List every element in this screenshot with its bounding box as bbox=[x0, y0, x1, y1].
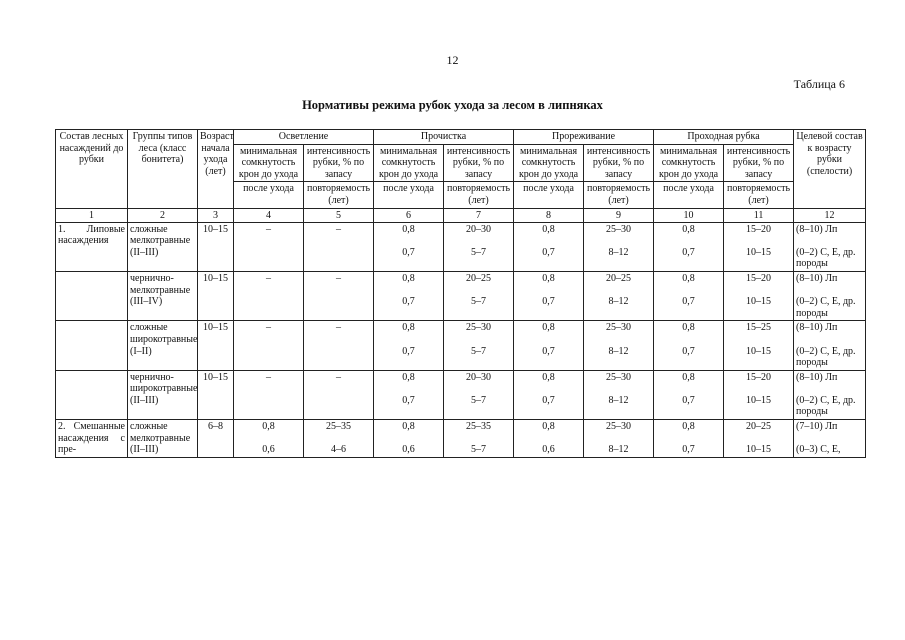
cell-prorezhivanie-intensity bbox=[584, 271, 654, 320]
header-after-care: после ухода bbox=[234, 182, 304, 208]
column-number: 1 bbox=[56, 208, 128, 222]
header-repeat: повторяемость (лет) bbox=[444, 182, 514, 208]
header-after-care: после ухода bbox=[514, 182, 584, 208]
cell-prochistka-density-value: 0,8 bbox=[402, 371, 415, 383]
cell-forest-type bbox=[128, 271, 198, 320]
cell-osvetlenie-intensity bbox=[304, 370, 374, 419]
cell-prochistka-density bbox=[374, 370, 444, 419]
cell-target-value: (8–10) Лп bbox=[796, 223, 838, 235]
cell-prorezhivanie-density-value: 0,8 bbox=[542, 322, 555, 334]
header-intensity: интенсивность рубки, % по запасу bbox=[304, 144, 374, 182]
cell-prorezhivanie-intensity bbox=[584, 420, 654, 458]
cell-prorezhivanie-density-after-value: 0,7 bbox=[542, 345, 555, 357]
table-title: Нормативы режима рубок ухода за лесом в липняках bbox=[302, 98, 603, 112]
cell-target-value: (7–10) Лп bbox=[796, 421, 838, 433]
column-number: 5 bbox=[304, 208, 374, 222]
header-repeat: повторяемость (лет) bbox=[584, 182, 654, 208]
cell-age-value: 10–15 bbox=[203, 223, 228, 235]
cell-prokhodnaya-density-after-value: 0,7 bbox=[682, 246, 695, 258]
cell-osvetlenie-density-value: – bbox=[266, 223, 271, 235]
header-repeat: повторяемость (лет) bbox=[304, 182, 374, 208]
cell-forest-type bbox=[128, 222, 198, 271]
cell-prochistka-density bbox=[374, 222, 444, 271]
cell-prokhodnaya-intensity bbox=[724, 222, 794, 271]
cell-forest-type-value: сложные широкотравные (I–II) bbox=[130, 322, 198, 357]
column-number: 4 bbox=[234, 208, 304, 222]
cell-prochistka-density-after-value: 0,6 bbox=[402, 444, 415, 456]
cell-prorezhivanie-intensity-value: 25–30 bbox=[606, 223, 632, 235]
cell-forest-type bbox=[128, 370, 198, 419]
cell-prochistka-intensity-value: 20–30 bbox=[466, 223, 492, 235]
cell-prorezhivanie-intensity-after-value: 8–12 bbox=[608, 246, 629, 258]
cell-prokhodnaya-intensity-after-value: 10–15 bbox=[746, 444, 772, 456]
cell-prochistka-density-value: 0,8 bbox=[402, 272, 415, 284]
header-intensity: интенсивность рубки, % по запасу bbox=[444, 144, 514, 182]
cell-osvetlenie-density-value: – bbox=[266, 371, 271, 383]
cell-prochistka-intensity-after-value: 5–7 bbox=[471, 296, 487, 308]
cell-prorezhivanie-intensity-after-value: 8–12 bbox=[608, 394, 629, 406]
cell-osvetlenie-intensity-value: – bbox=[336, 272, 341, 284]
cell-prokhodnaya-intensity bbox=[724, 321, 794, 370]
cell-prokhodnaya-density-value: 0,8 bbox=[682, 223, 695, 235]
cell-prorezhivanie-intensity bbox=[584, 222, 654, 271]
header-min-density: минимальная сомкнутость крон до ухода bbox=[654, 144, 724, 182]
cell-target-after-value: (0–3) С, Е, bbox=[796, 444, 841, 456]
cell-prochistka-intensity-value: 20–25 bbox=[466, 272, 492, 284]
header-group-prokhodnaya: Проходная рубка bbox=[654, 130, 794, 145]
cell-prochistka-intensity-after-value: 5–7 bbox=[471, 444, 487, 456]
cell-composition bbox=[56, 222, 128, 271]
cell-prochistka-density-after-value: 0,7 bbox=[402, 394, 415, 406]
cell-osvetlenie-intensity-value: – bbox=[336, 322, 341, 334]
column-number: 12 bbox=[794, 208, 866, 222]
header-group-osvetlenie: Осветление bbox=[234, 130, 374, 145]
cell-prokhodnaya-intensity bbox=[724, 420, 794, 458]
cell-osvetlenie-intensity bbox=[304, 420, 374, 458]
header-age: Возраст начала ухода (лет) bbox=[198, 130, 234, 209]
cell-osvetlenie-intensity bbox=[304, 222, 374, 271]
cell-target-value: (8–10) Лп bbox=[796, 322, 838, 334]
cell-osvetlenie-density-after-value: 0,6 bbox=[262, 444, 275, 456]
cell-prorezhivanie-density bbox=[514, 271, 584, 320]
page-number: 12 bbox=[446, 53, 459, 67]
cell-prokhodnaya-density bbox=[654, 222, 724, 271]
cell-prokhodnaya-intensity-after-value: 10–15 bbox=[746, 246, 772, 258]
cell-target bbox=[794, 222, 866, 271]
cell-prokhodnaya-intensity bbox=[724, 370, 794, 419]
norms-table bbox=[55, 129, 866, 458]
cell-osvetlenie-density bbox=[234, 321, 304, 370]
cell-forest-type bbox=[128, 321, 198, 370]
cell-osvetlenie-density-value: – bbox=[266, 272, 271, 284]
cell-osvetlenie-density bbox=[234, 370, 304, 419]
cell-prorezhivanie-intensity bbox=[584, 370, 654, 419]
header-group-prorezhivanie: Прореживание bbox=[514, 130, 654, 145]
cell-prochistka-intensity-value: 20–30 bbox=[466, 371, 492, 383]
cell-age bbox=[198, 222, 234, 271]
cell-prochistka-density bbox=[374, 321, 444, 370]
cell-target-after-value: (0–2) С, Е, др. породы bbox=[796, 394, 856, 418]
cell-prokhodnaya-density bbox=[654, 370, 724, 419]
cell-prochistka-density-value: 0,8 bbox=[402, 322, 415, 334]
cell-prorezhivanie-intensity-value: 25–30 bbox=[606, 322, 632, 334]
cell-target bbox=[794, 370, 866, 419]
cell-composition bbox=[56, 420, 128, 458]
cell-prorezhivanie-density bbox=[514, 420, 584, 458]
cell-age-value: 10–15 bbox=[203, 322, 228, 334]
cell-prokhodnaya-density-value: 0,8 bbox=[682, 272, 695, 284]
header-after-care: после ухода bbox=[374, 182, 444, 208]
cell-prorezhivanie-density-after-value: 0,7 bbox=[542, 296, 555, 308]
header-forest-types: Группы типов леса (класс бонитета) bbox=[128, 130, 198, 209]
cell-target-after-value: (0–2) С, Е, др. породы bbox=[796, 246, 856, 270]
column-number: 7 bbox=[444, 208, 514, 222]
cell-prorezhivanie-intensity-value: 20–25 bbox=[606, 272, 632, 284]
cell-prochistka-intensity-after-value: 5–7 bbox=[471, 394, 487, 406]
cell-forest-type-value: чернично-мелкотравные (III–IV) bbox=[130, 272, 191, 308]
cell-age-value: 10–15 bbox=[203, 272, 228, 284]
cell-age bbox=[198, 271, 234, 320]
column-number: 10 bbox=[654, 208, 724, 222]
cell-prorezhivanie-density bbox=[514, 370, 584, 419]
cell-prochistka-intensity bbox=[444, 271, 514, 320]
cell-composition bbox=[56, 271, 128, 320]
cell-composition-value: 2. Смешанные насаждения с пре- bbox=[58, 421, 125, 456]
cell-target-after-value: (0–2) С, Е, др. породы bbox=[796, 296, 856, 319]
cell-forest-type-value: сложные мелкотравные (II–III) bbox=[130, 421, 191, 456]
cell-prokhodnaya-density-after-value: 0,7 bbox=[682, 444, 695, 456]
header-intensity: интенсивность рубки, % по запасу bbox=[584, 144, 654, 182]
cell-composition bbox=[56, 321, 128, 370]
cell-prochistka-intensity-after-value: 5–7 bbox=[471, 246, 487, 258]
header-group-prochistka: Прочистка bbox=[374, 130, 514, 145]
column-numbers-row bbox=[56, 208, 866, 222]
cell-prokhodnaya-intensity-value: 20–25 bbox=[746, 421, 772, 433]
cell-age-value: 6–8 bbox=[208, 421, 223, 433]
cell-age-value: 10–15 bbox=[203, 371, 228, 383]
cell-prochistka-intensity bbox=[444, 370, 514, 419]
cell-prorezhivanie-intensity-value: 25–30 bbox=[606, 371, 632, 383]
cell-osvetlenie-intensity bbox=[304, 321, 374, 370]
cell-osvetlenie-density bbox=[234, 271, 304, 320]
cell-forest-type bbox=[128, 420, 198, 458]
cell-prokhodnaya-intensity-value: 15–20 bbox=[746, 272, 772, 284]
table-row bbox=[56, 370, 866, 419]
cell-prokhodnaya-density bbox=[654, 420, 724, 458]
cell-prokhodnaya-density-after-value: 0,7 bbox=[682, 296, 695, 308]
cell-prokhodnaya-intensity-value: 15–20 bbox=[746, 223, 772, 235]
cell-prorezhivanie-density bbox=[514, 222, 584, 271]
cell-target bbox=[794, 321, 866, 370]
header-min-density: минимальная сомкнутость крон до ухода bbox=[234, 144, 304, 182]
cell-osvetlenie-density bbox=[234, 222, 304, 271]
header-after-care: после ухода bbox=[654, 182, 724, 208]
cell-osvetlenie-intensity bbox=[304, 271, 374, 320]
cell-prokhodnaya-intensity-after-value: 10–15 bbox=[746, 345, 772, 357]
column-number: 2 bbox=[128, 208, 198, 222]
header-min-density: минимальная сомкнутость крон до ухода bbox=[514, 144, 584, 182]
cell-prorezhivanie-density-after-value: 0,7 bbox=[542, 394, 555, 406]
cell-prokhodnaya-density bbox=[654, 321, 724, 370]
header-intensity: интенсивность рубки, % по запасу bbox=[724, 144, 794, 182]
cell-target-value: (8–10) Лп bbox=[796, 371, 838, 383]
cell-prorezhivanie-density-after-value: 0,7 bbox=[542, 246, 555, 258]
column-number: 8 bbox=[514, 208, 584, 222]
cell-prorezhivanie-intensity-after-value: 8–12 bbox=[608, 345, 629, 357]
cell-prokhodnaya-intensity-after-value: 10–15 bbox=[746, 394, 772, 406]
cell-osvetlenie-intensity-after-value: 4–6 bbox=[331, 444, 346, 456]
cell-target bbox=[794, 420, 866, 458]
cell-osvetlenie-intensity-value: – bbox=[336, 371, 341, 383]
cell-prokhodnaya-intensity-value: 15–20 bbox=[746, 371, 772, 383]
cell-prokhodnaya-density-value: 0,8 bbox=[682, 322, 695, 334]
cell-prochistka-intensity-value: 25–35 bbox=[466, 421, 492, 433]
column-number: 9 bbox=[584, 208, 654, 222]
cell-prokhodnaya-density-after-value: 0,7 bbox=[682, 394, 695, 406]
cell-composition-value: 1. Липовые насаждения bbox=[58, 223, 125, 247]
cell-prorezhivanie-intensity-after-value: 8–12 bbox=[608, 444, 629, 456]
cell-prochistka-density bbox=[374, 271, 444, 320]
table-row bbox=[56, 420, 866, 458]
cell-prokhodnaya-intensity-value: 15–25 bbox=[746, 322, 772, 334]
column-number: 3 bbox=[198, 208, 234, 222]
cell-osvetlenie-density bbox=[234, 420, 304, 458]
cell-prorezhivanie-intensity-value: 25–30 bbox=[606, 421, 632, 433]
cell-prochistka-density-after-value: 0,7 bbox=[402, 246, 415, 258]
cell-prochistka-density-value: 0,8 bbox=[402, 421, 415, 433]
cell-prorezhivanie-density-value: 0,8 bbox=[542, 223, 555, 235]
cell-prorezhivanie-density-value: 0,8 bbox=[542, 371, 555, 383]
table-body bbox=[56, 222, 866, 457]
cell-age bbox=[198, 370, 234, 419]
cell-prokhodnaya-density-value: 0,8 bbox=[682, 371, 695, 383]
cell-forest-type-value: чернично-широкотравные (II–III) bbox=[130, 371, 198, 406]
cell-forest-type-value: сложные мелкотравные (II–III) bbox=[130, 223, 191, 258]
cell-prorezhivanie-density-value: 0,8 bbox=[542, 421, 555, 433]
cell-prochistka-intensity bbox=[444, 222, 514, 271]
table-label: Таблица 6 bbox=[793, 77, 845, 91]
header-composition: Состав лесных насаждений до рубки bbox=[56, 130, 128, 209]
cell-prokhodnaya-intensity-after-value: 10–15 bbox=[746, 296, 772, 308]
cell-prochistka-density-after-value: 0,7 bbox=[402, 296, 415, 308]
header-target: Целевой состав к возрасту рубки (спелости) bbox=[794, 130, 866, 209]
cell-osvetlenie-intensity-value: – bbox=[336, 223, 341, 235]
cell-prochistka-intensity bbox=[444, 420, 514, 458]
header-min-density: минимальная сомкнутость крон до ухода bbox=[374, 144, 444, 182]
cell-prokhodnaya-density bbox=[654, 271, 724, 320]
table-row bbox=[56, 321, 866, 370]
cell-prochistka-density bbox=[374, 420, 444, 458]
cell-prorezhivanie-density-after-value: 0,6 bbox=[542, 444, 555, 456]
column-number: 11 bbox=[724, 208, 794, 222]
cell-prorezhivanie-density bbox=[514, 321, 584, 370]
cell-osvetlenie-density-value: 0,8 bbox=[262, 421, 275, 433]
cell-age bbox=[198, 420, 234, 458]
cell-target bbox=[794, 271, 866, 320]
cell-prochistka-intensity-value: 25–30 bbox=[466, 322, 492, 334]
table-header bbox=[56, 130, 866, 223]
cell-prochistka-density-after-value: 0,7 bbox=[402, 345, 415, 357]
cell-prorezhivanie-density-value: 0,8 bbox=[542, 272, 555, 284]
header-repeat: повторяемость (лет) bbox=[724, 182, 794, 208]
cell-prokhodnaya-density-value: 0,8 bbox=[682, 421, 695, 433]
table-row bbox=[56, 222, 866, 271]
cell-target-after-value: (0–2) С, Е, др. породы bbox=[796, 345, 856, 369]
table-row bbox=[56, 271, 866, 320]
cell-prokhodnaya-intensity bbox=[724, 271, 794, 320]
cell-prokhodnaya-density-after-value: 0,7 bbox=[682, 345, 695, 357]
cell-osvetlenie-intensity-value: 25–35 bbox=[326, 421, 351, 433]
cell-target-value: (8–10) Лп bbox=[796, 272, 838, 284]
cell-osvetlenie-density-value: – bbox=[266, 322, 271, 334]
cell-prochistka-density-value: 0,8 bbox=[402, 223, 415, 235]
cell-prorezhivanie-intensity-after-value: 8–12 bbox=[608, 296, 629, 308]
cell-age bbox=[198, 321, 234, 370]
cell-composition bbox=[56, 370, 128, 419]
cell-prorezhivanie-intensity bbox=[584, 321, 654, 370]
cell-prochistka-intensity-after-value: 5–7 bbox=[471, 345, 487, 357]
cell-prochistka-intensity bbox=[444, 321, 514, 370]
column-number: 6 bbox=[374, 208, 444, 222]
